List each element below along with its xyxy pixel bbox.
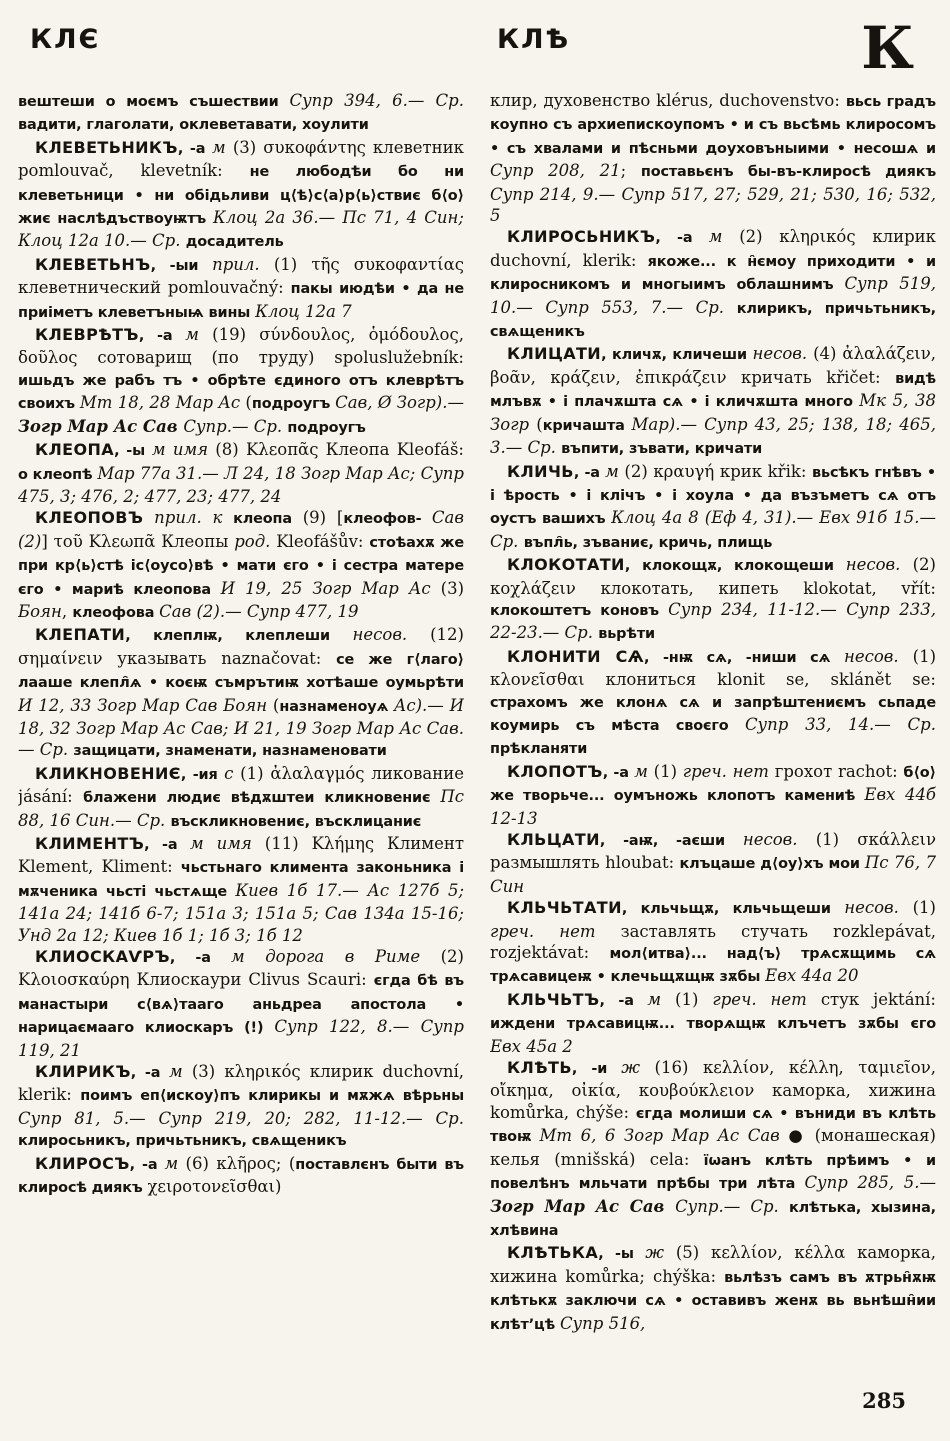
text-segment-o: , -и <box>571 1061 622 1078</box>
text-segment-p: (1) <box>647 761 683 781</box>
text-segment-o: чьстьнаго климента законьника і мѫченика чьсті чьстѧще <box>18 860 464 900</box>
text-segment-i: Мар 77а 31.— Л 24, 18 Зогр Мар Ас; Супр 475, 3; 476, 2; 477, 23; 477, 24 <box>18 463 464 506</box>
text-segment-o: , -а <box>130 1065 170 1082</box>
text-segment-i: Мт 6, 6 Зогр Мар Ас Сав <box>539 1126 780 1146</box>
text-segment-p: (2) <box>420 947 464 967</box>
text-segment-p: (11) <box>251 834 312 853</box>
text-segment-p: (1) <box>661 989 713 1009</box>
text-segment-i: прил. <box>212 254 260 274</box>
text-segment-p: ; <box>620 161 641 181</box>
text-segment-p: клир, духовенство klérus, duchovenstvo: <box>490 91 846 110</box>
entry-kliment <box>18 833 464 946</box>
text-segment-o: клирикъ, причьтьникъ, свѧщеникъ <box>490 300 936 341</box>
text-segment-i: м <box>169 1062 183 1082</box>
text-segment-o: клеофова <box>72 604 160 621</box>
text-segment-o: вьрѣти <box>598 626 655 643</box>
text-segment-i: Супр 33, 14.— Ср. <box>744 714 936 734</box>
entry-kloniti-se <box>490 646 936 761</box>
text-segment-g: ἀλαλαγμός <box>270 763 365 783</box>
text-segment-p: (3) <box>430 578 464 598</box>
text-segment-g: σκάλλειν <box>857 830 936 849</box>
text-segment-o: стоѣахѫ же при кр⟨ь⟩стѣ іс⟨оусо⟩вѣ • мати єго • і сестра матере єго • мариѣ клеопова <box>18 534 464 598</box>
column-left <box>18 90 464 1412</box>
running-head-center: КЛѢ <box>497 24 571 55</box>
text-segment-p: (3) <box>225 137 264 157</box>
text-segment-o: въпити, зъвати, кричати <box>561 441 763 458</box>
page-number: 285 <box>862 1388 906 1413</box>
continuation-veshteshi <box>18 90 464 137</box>
text-segment-o: поставьєнъ бы-въ-клиросѣ диякъ <box>640 164 936 181</box>
text-segment-i: м имя <box>190 834 252 853</box>
text-segment-p: (1) <box>797 830 858 849</box>
text-segment-g: κοχλάζειν <box>490 578 576 598</box>
headword: КЛИОСКАѴРЪ <box>35 947 170 967</box>
entry-klevetn <box>18 254 464 324</box>
text-segment-p: Клеопы <box>155 531 235 551</box>
text-segment-o: подроугъ <box>251 396 336 413</box>
text-segment-i: Мк 5, 38 Зогр <box>490 391 936 434</box>
entry-klevetnik <box>18 137 464 254</box>
text-segment-o: вьсѣкъ гнѣвъ • і ѣрость • і клічъ • і хоула • да възъметъ сѧ отъ оустъ вашихъ <box>490 464 936 528</box>
text-segment-g: κραυγή <box>653 461 715 481</box>
entry-klevret <box>18 324 464 439</box>
text-segment-i: Боян <box>18 601 62 621</box>
headword: КЛЕОПА <box>35 440 115 460</box>
text-segment-p: (5) <box>663 1243 712 1263</box>
text-segment-o: , -а <box>169 950 231 967</box>
text-segment-g: τῆς συκοφαντίας <box>311 254 464 274</box>
text-segment-p: стук jektání: <box>806 989 936 1009</box>
text-segment-i: Супр 81, 5.— Супр 219, 20; 282, 11-12.— Ср. <box>18 1108 464 1128</box>
text-segment-o: не любодѣи бо ни клеветьници • ни обідьливи ц⟨ѣ⟩с⟨а⟩р⟨ь⟩ствиє б⟨о⟩жиє наслѣдъствоуѭтъ <box>18 164 464 228</box>
entry-klirik <box>18 1061 464 1153</box>
text-segment-p: ( <box>529 414 543 434</box>
text-segment-p: , <box>61 601 73 621</box>
headword: КЛИРОСЪ <box>35 1153 130 1173</box>
text-segment-o: поимъ еп⟨искоу⟩пъ клирикы и мѫжѧ вѣрьны <box>80 1088 464 1105</box>
text-segment-i: м имя <box>151 440 209 460</box>
text-segment-o: се же г⟨лаго⟩лааше клепл̑ѧ • коєѭ съмрътиѭ хотѣаше оумьрѣти <box>18 651 464 692</box>
text-segment-g: χειροτονεῖσθαι <box>147 1177 276 1197</box>
headword: КЛОКОТАТИ <box>507 555 625 575</box>
text-segment-p: Kleofášův: <box>270 531 370 551</box>
text-segment-i: м <box>185 325 199 345</box>
text-segment-p: клокотать, кипеть klokotat, vřít: <box>575 578 936 598</box>
text-segment-i: несов. <box>845 555 901 575</box>
text-segment-p: (6) <box>178 1153 217 1173</box>
text-segment-i: Супр 519, 10.— Супр 553, 7.— Ср. <box>490 274 936 317</box>
text-segment-o: вештеши о моємъ съшествии <box>18 94 290 110</box>
text-segment-p: сотоварищ (по труду) spoluslužebník: <box>77 348 464 368</box>
text-segment-i: Евх 45а 2 <box>490 1036 573 1056</box>
text-segment-o: въскликновениє, въсклицаниє <box>170 813 422 830</box>
text-segment-i: Клоц 2а 36.— Пс 71, 4 Син; Клоц 12а 10.— Ср. <box>18 208 464 251</box>
text-segment-p: заставлять стучать rozklepávat, rozjektávat: <box>490 921 936 963</box>
text-segment-p: клеветнический pomlouvačný: <box>18 278 291 298</box>
text-segment-p: каморка, хижина komůrka; chýška: <box>490 1243 936 1286</box>
text-segment-o: назнаменоуѧ <box>279 698 394 715</box>
text-segment-o: клокоштетъ коновъ <box>490 602 669 619</box>
entry-klepati <box>18 624 464 762</box>
text-segment-i: м <box>634 761 648 781</box>
text-segment-p: (1) <box>233 763 271 783</box>
entry-kleopa <box>18 439 464 507</box>
text-segment-p: (16) <box>640 1058 703 1078</box>
text-segment-p: указывать naznačovat: <box>102 648 337 668</box>
text-segment-p: (12) <box>407 625 464 645</box>
text-segment-i: греч. нет <box>712 989 807 1009</box>
text-segment-g: κλονεῖσθαι <box>490 670 585 690</box>
text-segment-o: , -ыи <box>150 257 213 274</box>
text-segment-i: несов. <box>843 646 899 666</box>
text-segment-i: Мт 18, 28 Мар Ас <box>79 393 241 413</box>
text-segment-o: , -а <box>599 992 648 1009</box>
text-segment-g: τοῦ Κλεωπᾶ <box>53 531 156 551</box>
text-segment-o: клеофов- <box>343 511 432 528</box>
text-segment-g: συκοφάντης <box>263 137 366 157</box>
text-segment-p: Климент Klement, Kliment: <box>18 834 464 877</box>
headword: КЛЬЦАТИ <box>507 830 600 849</box>
text-segment-i: прил. к <box>154 508 234 528</box>
text-segment-i: Пс 76, 7 Син <box>490 853 936 896</box>
text-segment-p: (1) <box>898 898 936 918</box>
text-segment-o: , кльчьщѫ, кльчьщеши <box>621 901 845 918</box>
entry-klioskavr <box>18 946 464 1061</box>
headword: КЛЕВЕТЬНЪ <box>35 254 151 274</box>
entry-klich <box>490 461 936 555</box>
text-segment-o: мол⟨итва⟩... над⟨ъ⟩ трѧсѫщимь сѧ трѧсавицеѭ • клечьщѫщѭ зѫбы <box>490 946 936 986</box>
text-segment-i: Супр.— Ср. <box>675 1196 789 1216</box>
text-segment-o: блажени людиє вѣдѫштеи кликновениє <box>83 790 441 807</box>
text-segment-o: защицати, знаменати, назнаменовати <box>73 743 387 760</box>
text-segment-o: , -а <box>138 328 186 345</box>
text-segment-o: , -а <box>573 464 606 481</box>
text-segment-i: м <box>212 137 226 157</box>
text-segment-o: , -а <box>177 140 213 157</box>
text-segment-o: о клеопѣ <box>18 466 98 483</box>
entry-kletka <box>490 1242 936 1336</box>
text-segment-i: Клоц 12а 7 <box>255 301 352 321</box>
text-segment-o: клиросьникъ, причьтьникъ, свѧщеникъ <box>18 1133 347 1150</box>
text-segment-p: каморка, хижина komůrka, chýše: <box>490 1081 936 1122</box>
text-segment-i: м <box>708 227 723 247</box>
text-segment-o: досадитель <box>185 234 284 251</box>
text-segment-p <box>143 508 154 527</box>
text-segment-i: Сав (2).— Супр 477, 19 <box>159 601 359 621</box>
entry-kliros <box>18 1153 464 1200</box>
text-segment-o: б⟨о⟩же творьче... оумъножь клопотъ камениѣ <box>490 764 936 805</box>
text-segment-p: Клиоскаури Clivus Scauri: <box>129 970 374 990</box>
text-segment-i: Киев 1б 17.— Ас 127б 5; 141а 24; 141б 6-7; 151а 3; 151а 5; Сав 134а 15-16; Унд 2а 12; Киев 1б 1; 1б 3; 1б 12 <box>18 880 464 945</box>
text-segment-o: клъцаше д⟨оу⟩хъ мои <box>679 856 865 873</box>
text-segment-p: грохот rachot: <box>768 761 904 781</box>
text-segment-p: кричать křičet: <box>726 367 896 387</box>
text-segment-p: размышлять hloubat: <box>490 853 680 873</box>
headword: КЛОНИТИ СѦ <box>507 646 644 666</box>
text-segment-p: ( <box>240 393 252 413</box>
text-segment-o: видѣ млъвѫ • і плачѫшта сѧ • і кличѫшта много <box>490 370 936 411</box>
text-segment-o: клѣтька, хызина, хлѣвина <box>490 1199 936 1239</box>
text-segment-g: σύνδουλος, ὁμόδουλος, δοῦλος <box>18 325 464 368</box>
text-segment-i: м <box>605 461 619 481</box>
text-segment-o: въпл̑ь, зъваниє, кричь, плищь <box>523 534 773 551</box>
text-segment-p: (8) <box>208 440 246 460</box>
text-segment-i: несов. <box>352 625 408 645</box>
text-segment-p: ] <box>41 531 54 551</box>
text-segment-o: їѡанъ клѣть прѣимъ • и повелѣнъ мльчати прѣбы три лѣта <box>490 1152 936 1193</box>
text-segment-p: (3) <box>182 1062 225 1082</box>
text-segment-i: Супр 208, 21 <box>490 161 621 181</box>
text-segment-o: , клокощѫ, клокощеши <box>624 558 846 575</box>
column-right <box>490 90 936 1412</box>
text-segment-p: ; ( <box>275 1153 296 1173</box>
headword: КЛИЦАТИ <box>507 344 602 364</box>
entry-kleopov <box>18 507 464 624</box>
text-segment-o: прѣкланяти <box>490 741 588 758</box>
text-segment-i: Супр 285, 5.— <box>804 1173 936 1193</box>
text-segment-o: , -а <box>655 230 709 247</box>
text-segment-bi: Зогр Мар Ас Сав <box>490 1196 676 1216</box>
text-segment-i: Супр 234, 11-12.— Супр 233, 22-23.— Ср. <box>490 599 936 643</box>
text-segment-i: несов. <box>752 344 808 364</box>
text-segment-i: Супр.— Ср. <box>183 416 288 436</box>
headword: КЛЕВРѢТЪ <box>35 325 139 345</box>
text-segment-o: вадити, глаголати, оклеветавати, хоулити <box>18 117 369 134</box>
text-segment-i: Евх 44б 12-13 <box>490 785 936 828</box>
text-segment-o: вьлѣзъ самъ въ ѫтрьн̑ѫѭ клѣтькѫ заключи сѧ • оставивъ женѫ вь вьнѣшн̑ии клѣт’цѣ <box>490 1269 936 1333</box>
headword: КЛЬЧЬТЪ <box>507 989 600 1009</box>
text-segment-o: страхомъ же клонѧ сѧ и запрѣштениємъ сьпаде коумирь съ мѣста своєго <box>490 694 936 734</box>
headword: КЛИМЕНТЪ <box>35 834 145 853</box>
text-segment-i: ж <box>621 1058 641 1078</box>
text-segment-p: клирик duchovní, klerik: <box>18 1062 464 1105</box>
text-segment-o: ишьдъ же рабъ тъ • обрѣте єдиного отъ клеврѣтъ своихъ <box>18 372 464 413</box>
headword: КЛЕОПОВЪ <box>35 508 144 528</box>
entry-klcht <box>490 989 936 1057</box>
entry-klopot <box>490 761 936 829</box>
text-segment-o: єгда молиши сѧ • въниди въ клѣть твоѭ <box>490 1105 936 1146</box>
running-head-left: КЛЄ <box>30 24 101 55</box>
text-segment-p: (2) <box>900 555 936 575</box>
text-segment-i: несов. <box>742 830 798 849</box>
text-segment-g: κληρικός <box>779 227 856 247</box>
text-segment-g: Κλεοπᾶς <box>245 440 319 460</box>
text-segment-g: κλῆρος <box>216 1153 276 1173</box>
headword: КЛИРИКЪ <box>35 1062 131 1082</box>
text-segment-p: крик křik: <box>714 461 812 481</box>
text-segment-i: Клоц 4а 8 (Еф 4, 31).— Евх 91б 15.— Ср. <box>490 508 936 551</box>
text-segment-p: Клеопа Kleofáš: <box>318 440 464 460</box>
text-segment-i: греч. нет <box>682 761 769 781</box>
text-segment-o: , кличѫ, кличеши <box>601 347 753 364</box>
text-segment-p: (4) <box>807 344 843 364</box>
headword: КЛЕПАТИ <box>35 625 126 645</box>
text-segment-p: (2) <box>618 461 654 481</box>
text-segment-p: (1) <box>259 254 312 274</box>
text-segment-p: (2) <box>722 227 780 247</box>
text-segment-g: σημαίνειν <box>18 648 103 668</box>
text-segment-p: клониться klonit se, sklánět se: <box>584 670 936 690</box>
text-segment-p: ликование jásání: <box>18 763 464 807</box>
text-segment-i: Супр 214, 9.— Супр 517, 27; 529, 21; 530, 16; 532, 5 <box>490 184 936 226</box>
text-segment-i: И 19, 25 Зогр Мар Ас <box>220 578 431 598</box>
text-segment-o: , -ы <box>114 443 152 460</box>
text-segment-i: Супр 122, 8.— Супр 119, 21 <box>18 1017 464 1060</box>
text-segment-o: , -а <box>129 1156 165 1173</box>
entry-klirosnik <box>490 226 936 343</box>
headword: КЛИЧЬ <box>507 461 574 481</box>
text-segment-g: κελλίον, κέλλη, ταμιεῖον, οἴκημα, οἰκία, κουβούκλειον <box>490 1058 936 1101</box>
text-segment-bi: Зогр Мар Ас Сав <box>18 416 184 436</box>
text-segment-o: вьсь градъ коупно съ архиепискоупомъ • и съ вьсѣмь клиросомъ • съ хвалами и пѣсньми доуховъныими • несошѧ и <box>490 94 936 157</box>
entry-klcati <box>490 829 936 897</box>
entry-klet <box>490 1057 936 1242</box>
headword: КЛѢТЬКА <box>507 1243 599 1263</box>
headword: КЛЬЧЬТАТИ <box>507 898 622 918</box>
text-segment-o: пакы июдѣи • да не приіметъ клеветъныѩ вины <box>18 281 464 321</box>
text-segment-o: , -нѭ сѧ, -ниши сѧ <box>644 649 844 666</box>
headword: КЛОПОТЪ <box>507 761 603 781</box>
text-segment-g: κληρικός <box>224 1062 301 1082</box>
text-segment-i: Ас).— И 18, 32 Зогр Мар Ас Сав; И 21, 19 Зогр Мар Ас Сав.— Ср. <box>18 695 464 760</box>
text-segment-i: Евх 44а 20 <box>765 966 859 986</box>
entry-kliknovenie <box>18 763 464 833</box>
text-segment-o: якоже... к н̑ємоу приходити • и клиросникомъ и многыимъ облашнимъ <box>490 253 936 294</box>
headword: КЛѢТЬ <box>507 1058 572 1078</box>
text-segment-g: κελλίον, κέλλα <box>711 1243 846 1263</box>
text-segment-o: , клеплѭ, клеплеши <box>125 628 353 645</box>
text-segment-o: , -аѭ, -аєши <box>599 833 743 849</box>
text-segment-i: несов. <box>844 898 899 918</box>
text-segment-i: с <box>224 763 234 783</box>
text-segment-p: ) <box>275 1177 282 1197</box>
text-segment-o: поставлєнъ быти въ клиросѣ диякъ <box>18 1156 464 1197</box>
text-segment-p: (19) <box>198 325 260 345</box>
text-segment-o: , -а <box>602 764 635 781</box>
entry-klicati <box>490 343 936 460</box>
text-segment-i: Мар).— Супр 43, 25; 138, 18; 465, 3.— Ср. <box>490 414 936 458</box>
text-segment-i: ж <box>645 1243 664 1263</box>
headword: КЛИКНОВЕНИЄ <box>35 763 181 783</box>
text-segment-i: Пс 88, 16 Син.— Ср. <box>18 787 464 830</box>
text-segment-o: подроугъ <box>287 419 366 436</box>
text-segment-i: м <box>164 1153 179 1173</box>
text-segment-i: Супр 516, <box>559 1313 646 1333</box>
text-segment-o: кричашта <box>542 417 632 434</box>
text-segment-g: Κλήμης <box>311 834 375 853</box>
text-segment-p: (9) [ <box>291 508 344 528</box>
text-segment-o: , -ия <box>180 766 225 783</box>
text-segment-i: Супр 394, 6.— Ср. <box>289 91 464 110</box>
entry-klokotati <box>490 554 936 646</box>
text-columns <box>18 90 936 1412</box>
text-segment-p: (1) <box>898 646 936 666</box>
continuation-kliros <box>490 90 936 226</box>
text-segment-o: иждени трѧсавицѭ... творѧщѭ клъчетъ зѫбы єго <box>490 1016 936 1033</box>
text-segment-g: Κλοιοσκαύρη <box>18 970 130 990</box>
text-segment-i: м <box>647 989 662 1009</box>
text-segment-o: , -ы <box>598 1246 646 1263</box>
text-segment-p: ( <box>267 695 280 715</box>
text-segment-i: Сав, Ø Зогр).— <box>335 393 464 413</box>
text-segment-i: греч. нет <box>490 921 596 941</box>
text-segment-o: клеопа <box>233 511 292 528</box>
text-segment-i: И 12, 33 Зогр Мар Сав Боян <box>18 695 268 715</box>
text-segment-g: ἀλαλάζειν, βοᾶν, κράζειν, ἐπικράζειν <box>490 344 936 387</box>
text-segment-p: клирик duchovní, klerik: <box>490 227 936 270</box>
text-segment-p: ● (монашеская) келья (mnišská) cela: <box>490 1126 936 1169</box>
headword: КЛИРОСЬНИКЪ <box>507 227 656 247</box>
text-segment-i: род. <box>234 531 271 551</box>
entry-klchtati <box>490 897 936 989</box>
text-segment-i: м дорога в Риме <box>230 947 421 967</box>
headword: КЛЕВЕТЬНИКЪ <box>35 137 178 157</box>
text-segment-i: Сав (2) <box>18 508 464 551</box>
text-segment-p: клеветник pomlouvač, klevetník: <box>18 137 464 181</box>
text-segment-o: , -а <box>144 837 190 853</box>
section-letter: К <box>861 14 914 82</box>
text-segment-o: єгда бѣ въ манастыри с⟨вѧ⟩тааго аньдреа апостола • нарицаємааго клиоскаръ (!) <box>18 973 464 1037</box>
